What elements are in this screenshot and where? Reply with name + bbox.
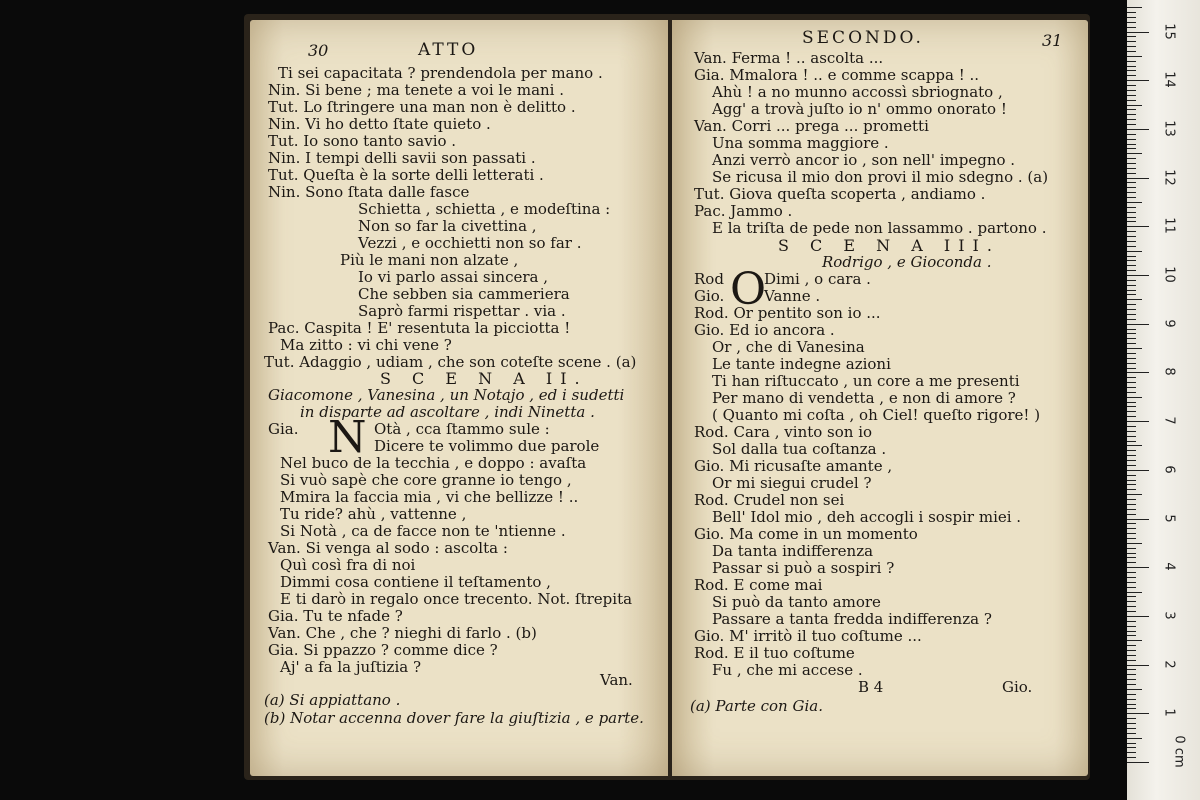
ruler-tick — [1127, 22, 1136, 23]
ruler-tick — [1127, 436, 1136, 437]
ruler-label: 8 — [1161, 367, 1177, 377]
right-scene-heading: S C E N A III. — [778, 236, 1000, 255]
ruler-tick — [1127, 738, 1142, 739]
ruler-tick — [1127, 368, 1136, 369]
right-page-text-line: Fu , che mi accese . — [712, 661, 863, 679]
left-page-text-line: Vezzi , e occhietti non so far . — [358, 234, 582, 252]
left-page-text-line: Gia. — [268, 420, 299, 438]
right-page-text-line: Gio. Ma come in un momento — [694, 525, 918, 543]
ruler-tick — [1127, 12, 1136, 13]
ruler-label: 13 — [1161, 120, 1177, 137]
ruler-tick — [1127, 523, 1136, 524]
ruler-tick — [1127, 275, 1149, 276]
ruler-tick — [1127, 431, 1136, 432]
right-drop-cap: O — [730, 264, 767, 315]
ruler-tick — [1127, 577, 1136, 578]
right-page-text-line: Gio. — [1002, 678, 1033, 696]
left-page-text-line: (a) Si appiattano . — [264, 691, 401, 709]
left-page-text-line: Tut. Io sono tanto savio . — [268, 132, 457, 150]
ruler-tick — [1127, 567, 1149, 568]
left-drop-cap: N — [328, 412, 367, 463]
right-page-text-line: Passar si può a sospiri ? — [712, 559, 895, 577]
ruler-tick — [1127, 329, 1136, 330]
ruler-tick — [1127, 207, 1136, 208]
ruler-tick — [1127, 494, 1142, 495]
ruler-tick — [1127, 75, 1136, 76]
ruler-tick — [1127, 100, 1136, 101]
right-page-text-line: Una somma maggiore . — [712, 134, 889, 152]
ruler-tick — [1127, 358, 1136, 359]
right-page-text-line: Ti han riſtuccato , un core a me presenti — [712, 372, 1020, 390]
left-page-text-line: Io vi parlo assai sincera , — [358, 268, 549, 286]
left-page-text-line: E ti darò in regalo once trecento. Not. ſtrepita — [280, 590, 633, 608]
right-page-text-line: Anzi verrò ancor io , son nell' impegno . — [712, 151, 1016, 169]
ruler-tick — [1127, 596, 1136, 597]
ruler-label: 14 — [1161, 71, 1177, 88]
left-page-text-line: Non so far la civettina , — [358, 217, 537, 235]
ruler-tick — [1127, 236, 1136, 237]
ruler-tick — [1127, 372, 1149, 373]
left-page-text-line: Saprò farmi rispettar . via . — [358, 302, 566, 320]
ruler-tick — [1127, 168, 1136, 169]
ruler-tick — [1127, 231, 1136, 232]
ruler-tick — [1127, 241, 1136, 242]
right-page-text-line: Gio. Ed io ancora . — [694, 321, 835, 339]
measuring-ruler — [1127, 0, 1200, 800]
right-page-number: 31 — [1042, 31, 1063, 50]
ruler-tick — [1127, 426, 1136, 427]
ruler-tick — [1127, 85, 1136, 86]
ruler-tick — [1127, 655, 1136, 656]
ruler-tick — [1127, 533, 1136, 534]
right-page-text-line: Per mano di vendetta , e non di amore ? — [712, 389, 1016, 407]
ruler-tick — [1127, 421, 1149, 422]
left-page-text-line: Nin. Si bene ; ma tenete a voi le mani . — [268, 81, 565, 99]
left-page-text-line: Tut. Lo ſtringere una man non è delitto . — [268, 98, 576, 116]
ruler-tick — [1127, 441, 1136, 442]
ruler-label: 12 — [1161, 168, 1177, 186]
ruler-label: 3 — [1161, 611, 1177, 620]
ruler-tick — [1127, 402, 1136, 403]
ruler-tick — [1127, 32, 1149, 33]
ruler-label: 10 — [1161, 266, 1177, 283]
right-page-text-line: Sol dalla tua coſtanza . — [712, 440, 887, 458]
ruler-tick — [1127, 660, 1136, 661]
ruler-tick — [1127, 46, 1136, 47]
ruler-tick — [1127, 650, 1136, 651]
right-page-text-line: Van. Ferma ! .. ascolta ... — [694, 49, 884, 67]
ruler-tick — [1127, 704, 1136, 705]
ruler-tick — [1127, 743, 1136, 744]
right-page-text-line: Rod — [694, 270, 724, 288]
ruler-tick — [1127, 606, 1136, 607]
left-page-text-line: Si Notà , ca de facce non te 'ntienne . — [280, 522, 566, 540]
ruler-tick — [1127, 572, 1136, 573]
ruler-tick — [1127, 192, 1136, 193]
ruler-tick — [1127, 294, 1136, 295]
left-page-text-line: Tut. Adaggio , udiam , che son coteſte scene . (a) — [264, 353, 637, 371]
ruler-tick — [1127, 212, 1136, 213]
ruler-tick — [1127, 182, 1136, 183]
ruler-tick — [1127, 694, 1136, 695]
ruler-tick — [1127, 377, 1136, 378]
ruler-tick — [1127, 304, 1136, 305]
ruler-label: 1 — [1161, 708, 1177, 717]
left-page-text-line: Schietta , schietta , e modeſtina : — [358, 200, 611, 218]
left-page-text-line: Ma zitto : vi chi vene ? — [280, 336, 452, 354]
right-page-text-line: Rod. E il tuo coſtume — [694, 644, 855, 662]
left-page-text-line: Van. Si venga al sodo : ascolta : — [268, 539, 508, 557]
ruler-tick — [1127, 56, 1142, 57]
ruler-tick — [1127, 499, 1136, 500]
right-page-text-line: Gio. — [694, 287, 725, 305]
ruler-tick — [1127, 708, 1136, 709]
left-page-text-line: Giacomone , Vanesina , un Notajo , ed i sudetti — [268, 386, 625, 404]
right-page-text-line: Gia. Mmalora ! .. e comme scappa ! .. — [694, 66, 980, 84]
ruler-tick — [1127, 445, 1142, 446]
right-running-head: SECONDO. — [802, 28, 924, 48]
right-page-text-line: Passare a tanta fredda indifferenza ? — [712, 610, 992, 628]
ruler-tick — [1127, 611, 1136, 612]
ruler-tick — [1127, 61, 1136, 62]
ruler-tick — [1127, 699, 1136, 700]
ruler-tick — [1127, 27, 1136, 28]
left-page-text-line: Tut. Queſta è la sorte delli letterati . — [268, 166, 544, 184]
left-scene-heading: S C E N A II. — [380, 369, 588, 388]
ruler-tick — [1127, 460, 1136, 461]
ruler-tick — [1127, 109, 1136, 110]
ruler-tick — [1127, 669, 1136, 670]
right-page-text-line: (a) Parte con Gia. — [690, 697, 823, 715]
ruler-tick — [1127, 674, 1136, 675]
left-page-text-line: Quì così fra di noi — [280, 556, 416, 574]
ruler-label: 2 — [1161, 659, 1177, 669]
ruler-tick — [1127, 148, 1136, 149]
ruler-tick — [1127, 601, 1136, 602]
ruler-label: 0 cm — [1171, 735, 1187, 768]
left-page-number: 30 — [308, 41, 329, 60]
ruler-tick — [1127, 475, 1136, 476]
ruler-tick — [1127, 382, 1136, 383]
right-page-text-line: Rodrigo , e Gioconda . — [822, 253, 992, 271]
ruler-tick — [1127, 66, 1136, 67]
ruler-tick — [1127, 270, 1136, 271]
left-page-text-line: Van. — [600, 671, 633, 689]
left-page-text-line: Dicere te volimmo due parole — [374, 437, 600, 455]
ruler-tick — [1127, 762, 1149, 763]
ruler-tick — [1127, 41, 1136, 42]
right-page-text-line: Vanne . — [764, 287, 821, 305]
left-running-head: ATTO — [418, 40, 479, 60]
ruler-tick — [1127, 411, 1136, 412]
ruler-tick — [1127, 562, 1136, 563]
ruler-tick — [1127, 528, 1136, 529]
ruler-tick — [1127, 338, 1136, 339]
left-page-text-line: Dimmi cosa contiene il teſtamento , — [280, 573, 551, 591]
right-page-text-line: Se ricusa il mio don provi il mio sdegno . (a) — [712, 168, 1049, 186]
ruler-tick — [1127, 139, 1136, 140]
left-page-text-line: Mmira la faccia mia , vi che bellizze ! .. — [280, 488, 579, 506]
ruler-tick — [1127, 95, 1136, 96]
ruler-tick — [1127, 163, 1136, 164]
ruler-tick — [1127, 616, 1149, 617]
ruler-tick — [1127, 592, 1142, 593]
ruler-tick — [1127, 187, 1136, 188]
ruler-tick — [1127, 90, 1136, 91]
ruler-tick — [1127, 105, 1142, 106]
left-page-text-line: Aj' a fa la juſtizia ? — [280, 658, 421, 676]
ruler-tick — [1127, 309, 1136, 310]
ruler-tick — [1127, 119, 1136, 120]
right-page-text-line: Gio. M' irritò il tuo coſtume ... — [694, 627, 922, 645]
ruler-tick — [1127, 455, 1136, 456]
ruler-tick — [1127, 509, 1136, 510]
ruler-tick — [1127, 343, 1136, 344]
ruler-tick — [1127, 723, 1136, 724]
left-page — [250, 20, 668, 776]
ruler-label: 9 — [1161, 319, 1177, 328]
ruler-tick — [1127, 631, 1136, 632]
ruler-tick — [1127, 70, 1136, 71]
ruler-label: 11 — [1161, 217, 1177, 235]
ruler-tick — [1127, 246, 1136, 247]
ruler-tick — [1127, 489, 1136, 490]
ruler-tick — [1127, 217, 1136, 218]
ruler-tick — [1127, 635, 1136, 636]
right-page-text-line: E la triſta de pede non lassammo . partono . — [712, 219, 1047, 237]
ruler-tick — [1127, 7, 1142, 8]
right-page-text-line: Gio. Mi ricusaſte amante , — [694, 457, 893, 475]
ruler-tick — [1127, 324, 1149, 325]
right-page — [672, 20, 1088, 776]
ruler-tick — [1127, 470, 1149, 471]
ruler-tick — [1127, 450, 1136, 451]
ruler-tick — [1127, 640, 1142, 641]
ruler-tick — [1127, 173, 1136, 174]
ruler-tick — [1127, 587, 1136, 588]
ruler-tick — [1127, 178, 1149, 179]
ruler-tick — [1127, 363, 1136, 364]
left-page-text-line: (b) Notar accenna dover fare la giuſtizia , e parte. — [264, 709, 644, 727]
ruler-tick — [1127, 290, 1136, 291]
ruler-tick — [1127, 392, 1136, 393]
ruler-tick — [1127, 484, 1136, 485]
ruler-label: 7 — [1161, 416, 1177, 425]
ruler-tick — [1127, 226, 1149, 227]
right-page-text-line: Or mi siegui crudel ? — [712, 474, 872, 492]
ruler-tick — [1127, 397, 1142, 398]
ruler-tick — [1127, 752, 1136, 753]
ruler-tick — [1127, 256, 1136, 257]
right-page-text-line: Or , che di Vanesina — [712, 338, 865, 356]
ruler-tick — [1127, 621, 1136, 622]
ruler-label: 15 — [1161, 22, 1177, 40]
ruler-tick — [1127, 251, 1142, 252]
ruler-tick — [1127, 153, 1142, 154]
ruler-tick — [1127, 202, 1142, 203]
ruler-tick — [1127, 265, 1136, 266]
right-page-text-line: Agg' a trovà juſto io n' ommo onorato ! — [712, 100, 1007, 118]
right-page-text-line: Da tanta indifferenza — [712, 542, 874, 560]
left-page-text-line: Otà , cca ſtammo sule : — [374, 420, 550, 438]
right-page-text-line: Pac. Jammo . — [694, 202, 793, 220]
ruler-tick — [1127, 333, 1136, 334]
left-page-text-line: Nel buco de la tecchia , e doppo : avaſta — [280, 454, 587, 472]
left-page-text-line: Gia. Si ppazzo ? comme dice ? — [268, 641, 498, 659]
ruler-tick — [1127, 353, 1136, 354]
ruler-tick — [1127, 679, 1136, 680]
left-page-text-line: Che sebben sia cammeriera — [358, 285, 570, 303]
ruler-tick — [1127, 713, 1149, 714]
ruler-tick — [1127, 504, 1136, 505]
ruler-tick — [1127, 718, 1136, 719]
left-page-text-line: Più le mani non alzate , — [340, 251, 519, 269]
ruler-tick — [1127, 319, 1136, 320]
ruler-tick — [1127, 733, 1136, 734]
ruler-tick — [1127, 36, 1136, 37]
ruler-tick — [1127, 144, 1136, 145]
ruler-tick — [1127, 158, 1136, 159]
ruler-tick — [1127, 134, 1136, 135]
ruler-tick — [1127, 17, 1136, 18]
ruler-tick — [1127, 387, 1136, 388]
left-page-text-line: Tu ride? ahù , vattenne , — [280, 505, 467, 523]
ruler-tick — [1127, 519, 1149, 520]
ruler-label: 6 — [1161, 465, 1177, 474]
left-page-text-line: Pac. Caspita ! E' resentuta la picciotta ! — [268, 319, 571, 337]
right-page-text-line: Rod. Crudel non sei — [694, 491, 845, 509]
right-page-text-line: Le tante indegne azioni — [712, 355, 891, 373]
ruler-tick — [1127, 260, 1136, 261]
ruler-tick — [1127, 299, 1142, 300]
left-page-text-line: Ti sei capacitata ? prendendola per mano . — [278, 64, 603, 82]
right-page-text-line: Bell' Idol mio , deh accogli i sospir miei . — [712, 508, 1022, 526]
ruler-tick — [1127, 684, 1136, 685]
ruler-tick — [1127, 645, 1136, 646]
ruler-label: 5 — [1161, 513, 1177, 523]
ruler-tick — [1127, 406, 1136, 407]
ruler-tick — [1127, 689, 1142, 690]
ruler-tick — [1127, 480, 1136, 481]
ruler-tick — [1127, 665, 1149, 666]
left-page-text-line: Nin. Sono ſtata dalle fasce — [268, 183, 470, 201]
right-page-text-line: Dimi , o cara . — [764, 270, 871, 288]
ruler-tick — [1127, 543, 1142, 544]
left-page-text-line: Nin. Vi ho detto ſtate quieto . — [268, 115, 491, 133]
ruler-tick — [1127, 553, 1136, 554]
right-page-text-line: Si può da tanto amore — [712, 593, 881, 611]
ruler-tick — [1127, 582, 1136, 583]
ruler-tick — [1127, 548, 1136, 549]
ruler-tick — [1127, 514, 1136, 515]
ruler-tick — [1127, 757, 1136, 758]
right-page-text-line: B 4 — [858, 678, 884, 696]
right-page-text-line: Tut. Giova queſta scoperta , andiamo . — [694, 185, 986, 203]
left-page-text-line: Si vuò sapè che core granne io tengo , — [280, 471, 572, 489]
right-page-text-line: ( Quanto mi coſta , oh Ciel! queſto rigore! ) — [712, 406, 1041, 424]
ruler-tick — [1127, 129, 1149, 130]
left-page-text-line: in disparte ad ascoltare , indi Ninetta . — [300, 403, 595, 421]
right-page-text-line: Rod. Or pentito son io ... — [694, 304, 881, 322]
right-page-text-line: Ahù ! a no munno accossì sbriognato , — [712, 83, 1003, 101]
ruler-tick — [1127, 626, 1136, 627]
right-page-text-line: Rod. Cara , vinto son io — [694, 423, 873, 441]
ruler-tick — [1127, 348, 1142, 349]
ruler-label: 4 — [1161, 562, 1177, 571]
right-page-text-line: Rod. E come mai — [694, 576, 823, 594]
ruler-tick — [1127, 465, 1136, 466]
ruler-tick — [1127, 285, 1136, 286]
right-page-text-line: Van. Corri ... prega ... prometti — [694, 117, 929, 135]
ruler-tick — [1127, 557, 1136, 558]
ruler-tick — [1127, 80, 1149, 81]
left-page-text-line: Gia. Tu te nfade ? — [268, 607, 403, 625]
ruler-tick — [1127, 314, 1136, 315]
left-page-text-line: Van. Che , che ? nieghi di farlo . (b) — [268, 624, 537, 642]
ruler-tick — [1127, 124, 1136, 125]
ruler-tick — [1127, 728, 1136, 729]
ruler-tick — [1127, 416, 1136, 417]
ruler-tick — [1127, 197, 1136, 198]
ruler-tick — [1127, 280, 1136, 281]
ruler-tick — [1127, 747, 1136, 748]
ruler-tick — [1127, 51, 1136, 52]
ruler-tick — [1127, 538, 1136, 539]
ruler-tick — [1127, 114, 1136, 115]
ruler-tick — [1127, 221, 1136, 222]
left-page-text-line: Nin. I tempi delli savii son passati . — [268, 149, 536, 167]
